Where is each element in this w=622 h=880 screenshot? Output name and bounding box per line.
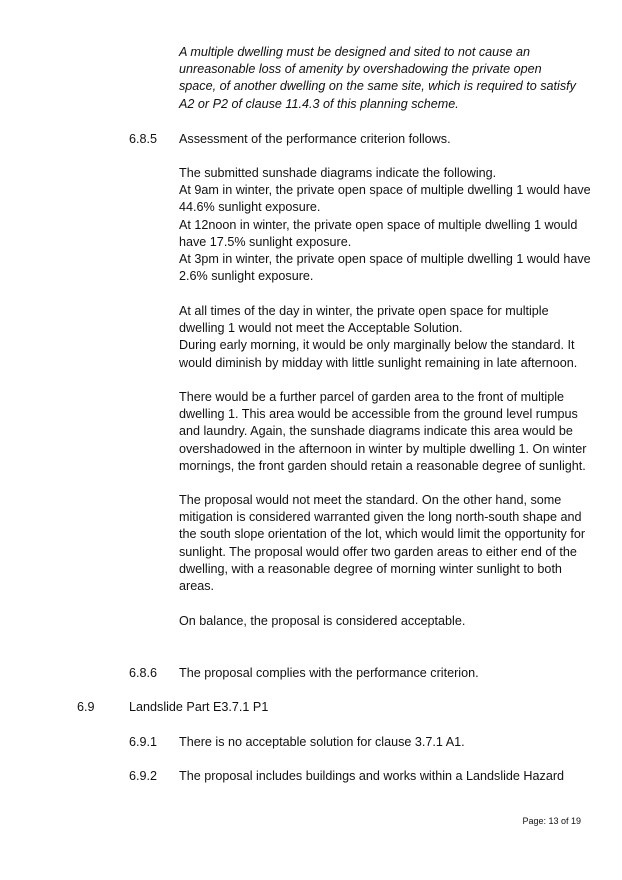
paragraph-line: 44.6% sunlight exposure. bbox=[179, 200, 321, 215]
proposal-paragraph bbox=[179, 492, 585, 595]
quote-line: unreasonable loss of amenity by overshadowing the private open bbox=[179, 62, 542, 77]
all-times-paragraph bbox=[179, 303, 577, 372]
paragraph-line: At 12noon in winter, the private open space of multiple dwelling 1 would bbox=[179, 217, 578, 232]
on-balance-paragraph: On balance, the proposal is considered acceptable. bbox=[179, 614, 466, 628]
paragraph-line: dwelling 1. This area would be accessible from the ground level rumpus bbox=[179, 407, 578, 422]
paragraph-line: mitigation is considered warranted given the long north-south shape and bbox=[179, 510, 582, 525]
paragraph-line: the south slope orientation of the lot, which would limit the opportunity for bbox=[179, 527, 586, 542]
quote-line: A2 or P2 of clause 11.4.3 of this planning scheme. bbox=[179, 96, 459, 111]
section-number-6-8-5: 6.8.5 bbox=[129, 132, 158, 146]
paragraph-line: dwelling, with a reasonable degree of morning winter sunlight to both bbox=[179, 561, 562, 576]
paragraph-line: mornings, the front garden should retain a reasonable degree of sunlight. bbox=[179, 458, 586, 473]
paragraph-line: areas. bbox=[179, 579, 215, 594]
paragraph-line: overshadowed in the afternoon in winter by multiple dwelling 1. On winter bbox=[179, 441, 587, 456]
paragraph-line: At 3pm in winter, the private open space of multiple dwelling 1 would have bbox=[179, 252, 591, 267]
paragraph-line: During early morning, it would be only marginally below the standard. It bbox=[179, 338, 575, 353]
planning-scheme-quote bbox=[179, 44, 576, 113]
paragraph-line: At 9am in winter, the private open space of multiple dwelling 1 would have bbox=[179, 183, 591, 198]
paragraph-line: There would be a further parcel of garden area to the front of multiple bbox=[179, 390, 565, 404]
section-number-6-9-2: 6.9.2 bbox=[129, 769, 158, 783]
section-text-6-9-2: The proposal includes buildings and works within a Landslide Hazard bbox=[179, 769, 565, 783]
section-number-6-8-6: 6.8.6 bbox=[129, 666, 158, 680]
paragraph-line: The submitted sunshade diagrams indicate the following. bbox=[179, 166, 497, 180]
paragraph-line: have 17.5% sunlight exposure. bbox=[179, 234, 352, 249]
sunshade-paragraph bbox=[179, 165, 591, 285]
section-text-6-8-6: The proposal complies with the performance criterion. bbox=[179, 666, 479, 680]
paragraph-line: and laundry. Again, the sunshade diagrams indicate this area would be bbox=[179, 424, 573, 439]
paragraph-line: At all times of the day in winter, the private open space for multiple bbox=[179, 304, 549, 318]
section-heading-6-9: Landslide Part E3.7.1 P1 bbox=[129, 700, 269, 714]
garden-area-paragraph bbox=[179, 389, 586, 475]
paragraph-line: would diminish by midday with little sunlight remaining in late afternoon. bbox=[179, 355, 578, 370]
section-text-6-9-1: There is no acceptable solution for clause 3.7.1 A1. bbox=[179, 735, 465, 749]
quote-line: A multiple dwelling must be designed and sited to not cause an bbox=[179, 45, 530, 59]
paragraph-line: sunlight. The proposal would offer two garden areas to either end of the bbox=[179, 544, 577, 559]
section-number-6-9-1: 6.9.1 bbox=[129, 735, 158, 749]
section-heading-6-8-5: Assessment of the performance criterion follows. bbox=[179, 132, 451, 146]
paragraph-line: The proposal would not meet the standard. On the other hand, some bbox=[179, 493, 562, 507]
paragraph-line: dwelling 1 would not meet the Acceptable Solution. bbox=[179, 321, 463, 336]
paragraph-line: 2.6% sunlight exposure. bbox=[179, 269, 314, 284]
section-number-6-9: 6.9 bbox=[77, 700, 95, 714]
quote-line: space, of another dwelling on the same site, which is required to satisfy bbox=[179, 79, 576, 94]
page-number: Page: 13 of 19 bbox=[522, 816, 581, 826]
